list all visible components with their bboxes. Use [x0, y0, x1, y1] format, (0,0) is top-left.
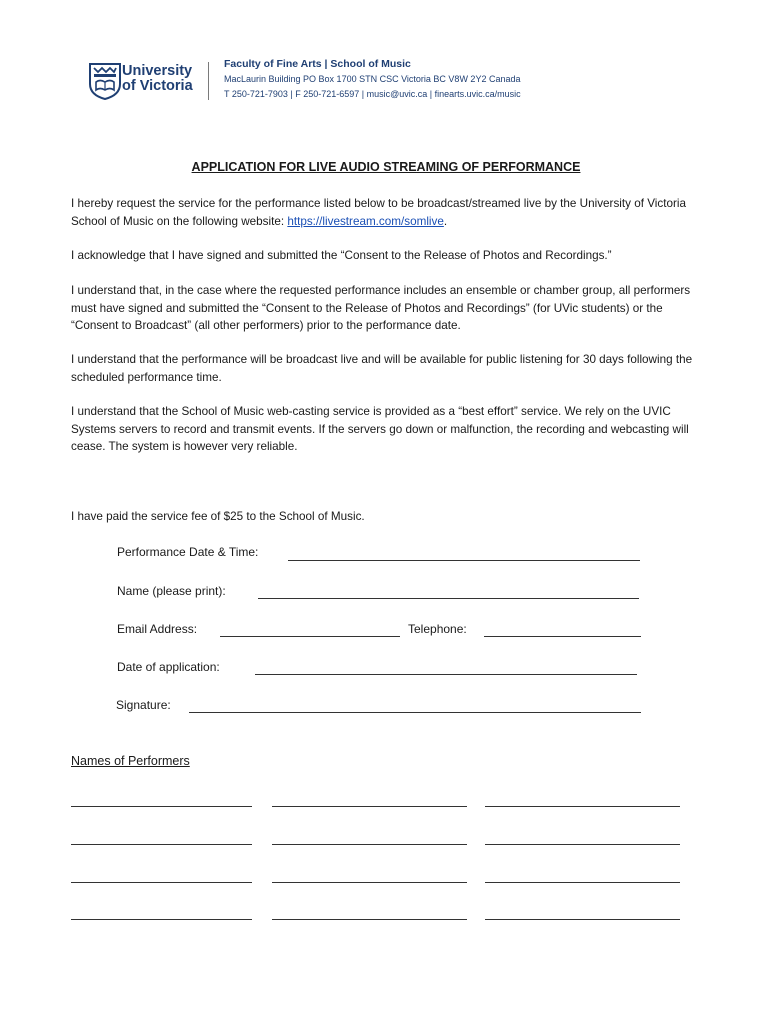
email-field[interactable] [220, 636, 400, 637]
service-fee-paragraph: I have paid the service fee of $25 to the School of Music. [71, 510, 365, 523]
telephone-label: Telephone: [408, 622, 467, 636]
livestream-link[interactable]: https://livestream.com/somlive [287, 214, 444, 228]
address-line: MacLaurin Building PO Box 1700 STN CSC Victoria BC V8W 2Y2 Canada [224, 74, 521, 84]
ensemble-paragraph: I understand that, in the case where the requested performance includes an ensemble or chamber group, all performers must have signed and submitted the “Consent to the Release of Photos and Recordings” (for UVic students) or the “Consent to Broadcast” (all other performers) prior to the performance date. [71, 284, 691, 332]
performer-name-field[interactable] [272, 806, 467, 807]
broadcast-paragraph: I understand that the performance will be broadcast live and will be available for public listening for 30 days following the scheduled performance time. [71, 353, 693, 384]
contact-line: T 250-721-7903 | F 250-721-6597 | music@uvic.ca | finearts.uvic.ca/music [224, 89, 521, 99]
performer-name-field[interactable] [71, 882, 252, 883]
document-title: APPLICATION FOR LIVE AUDIO STREAMING OF PERFORMANCE [191, 160, 581, 174]
performer-name-field[interactable] [272, 919, 467, 920]
university-crest-icon [88, 62, 122, 100]
university-logo-text: University of Victoria [122, 63, 193, 94]
email-label: Email Address: [117, 622, 198, 636]
signature-label: Signature: [116, 698, 171, 712]
name-field[interactable] [258, 598, 639, 599]
date-of-application-field[interactable] [255, 674, 637, 675]
performer-name-field[interactable] [272, 882, 467, 883]
header-divider [208, 62, 209, 100]
performer-name-field[interactable] [71, 919, 252, 920]
signature-field[interactable] [189, 712, 641, 713]
telephone-field[interactable] [484, 636, 641, 637]
name-label: Name (please print): [117, 584, 226, 598]
performer-name-field[interactable] [71, 806, 252, 807]
consent-paragraph: I acknowledge that I have signed and submitted the “Consent to the Release of Photos and Recordings.” [71, 249, 612, 262]
request-paragraph: I hereby request the service for the performance listed below to be broadcast/streamed live by the University of Victoria School of Music on the following website: https://livestream.com/somlive. [71, 197, 686, 228]
faculty-name: Faculty of Fine Arts | School of Music [224, 58, 411, 70]
performer-name-field[interactable] [71, 844, 252, 845]
best-effort-paragraph: I understand that the School of Music web-casting service is provided as a “best effort” service. We rely on the UVIC Systems servers to record and transmit events. If the servers go down or malfunction, the recording and webcasting will cease. The system is however very reliable. [71, 405, 689, 453]
performer-name-field[interactable] [485, 844, 680, 845]
date-of-application-label: Date of application: [117, 660, 220, 674]
performance-date-field[interactable] [288, 560, 640, 561]
performer-name-field[interactable] [485, 919, 680, 920]
performer-name-field[interactable] [272, 844, 467, 845]
names-of-performers-title: Names of Performers [71, 754, 190, 768]
performance-date-label: Performance Date & Time: [117, 545, 259, 559]
performer-name-field[interactable] [485, 806, 680, 807]
performer-name-field[interactable] [485, 882, 680, 883]
